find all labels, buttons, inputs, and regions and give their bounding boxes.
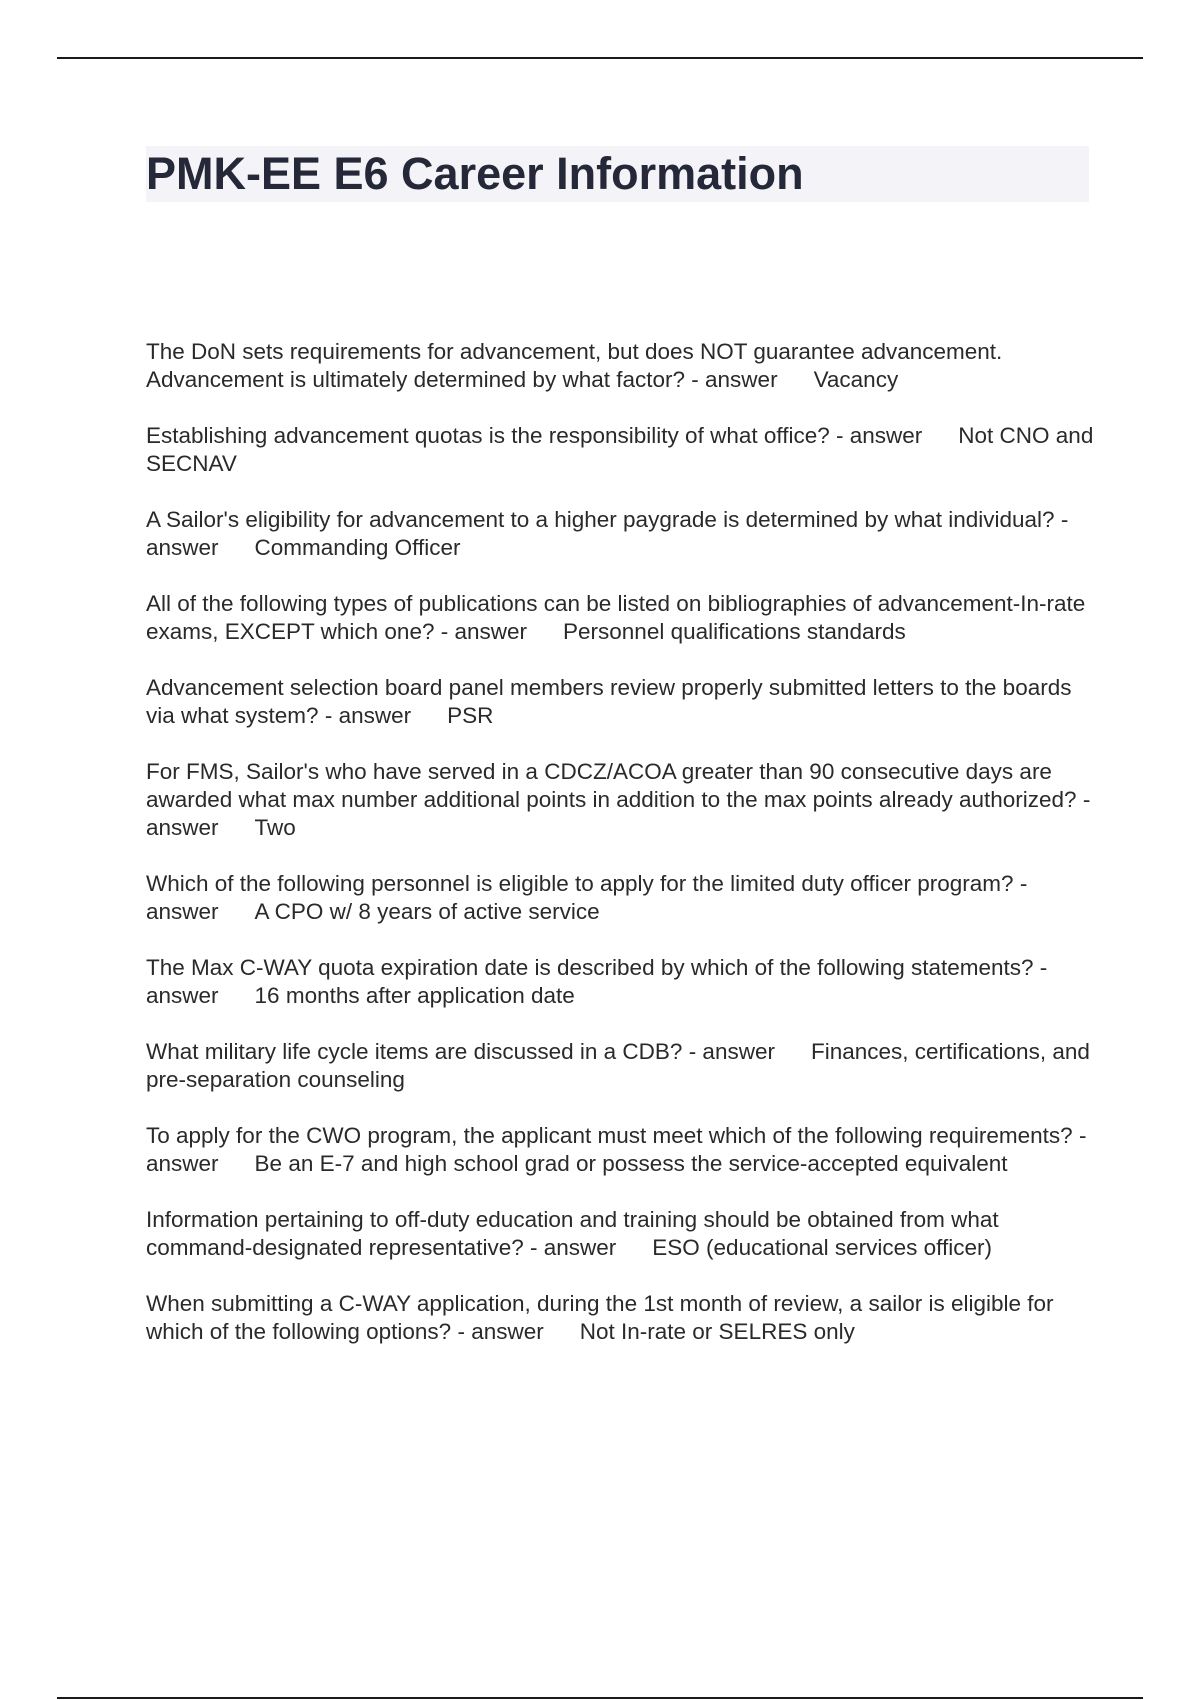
question-text: To apply for the CWO program, the applicant must meet which of the following requirements? bbox=[146, 1123, 1073, 1148]
answer-text: A CPO w/ 8 years of active service bbox=[254, 899, 600, 924]
answer-text: PSR bbox=[447, 703, 494, 728]
answer-label: - answer bbox=[836, 423, 923, 448]
answer-text: Commanding Officer bbox=[254, 535, 461, 560]
top-divider bbox=[57, 57, 1143, 59]
qa-item bbox=[146, 954, 1096, 1010]
question-text: What military life cycle items are discussed in a CDB? bbox=[146, 1039, 683, 1064]
question-text: Establishing advancement quotas is the responsibility of what office? bbox=[146, 423, 830, 448]
answer-label: - answer bbox=[324, 703, 412, 728]
question-text: The Max C-WAY quota expiration date is described by which of the following statements? bbox=[146, 955, 1034, 980]
bottom-divider bbox=[57, 1697, 1143, 1699]
answer-label: - answer bbox=[530, 1235, 617, 1260]
answer-label: - answer bbox=[146, 507, 1069, 560]
qa-item bbox=[146, 758, 1096, 842]
answer-text: Personnel qualifications standards bbox=[563, 619, 906, 644]
question-text: When submitting a C-WAY application, during the 1st month of review, a sailor is eligible for which of the following options? bbox=[146, 1291, 1054, 1344]
answer-label: - answer bbox=[691, 367, 778, 392]
answer-label: - answer bbox=[440, 619, 528, 644]
qa-item bbox=[146, 590, 1096, 646]
answer-label: - answer bbox=[146, 871, 1028, 924]
qa-item bbox=[146, 870, 1096, 926]
question-text: For FMS, Sailor's who have served in a CDCZ/ACOA greater than 90 consecutive days are awarded what max number additional points in addition to the max points already authorized? bbox=[146, 759, 1077, 812]
question-text: All of the following types of publications can be listed on bibliographies of advancement-In-rate exams, EXCEPT which one? bbox=[146, 591, 1086, 644]
question-text: Information pertaining to off-duty education and training should be obtained from what command-designated representative? bbox=[146, 1207, 999, 1260]
answer-text: ESO (educational services officer) bbox=[652, 1235, 993, 1260]
answer-label: - answer bbox=[146, 955, 1048, 1008]
answer-label: - answer bbox=[146, 1123, 1087, 1176]
answer-text: Finances, certifications, and pre-separation counseling bbox=[146, 1039, 1090, 1092]
answer-text: Vacancy bbox=[813, 367, 899, 392]
qa-item bbox=[146, 674, 1096, 730]
qa-item bbox=[146, 506, 1096, 562]
answer-label: - answer bbox=[457, 1319, 544, 1344]
qa-item bbox=[146, 422, 1096, 478]
qa-item bbox=[146, 338, 1096, 394]
answer-text: 16 months after application date bbox=[254, 983, 575, 1008]
question-text: The DoN sets requirements for advancement, but does NOT guarantee advancement. Advancement is ultimately determined by what factor? bbox=[146, 339, 1003, 392]
qa-item bbox=[146, 1122, 1096, 1178]
answer-text: Two bbox=[254, 815, 296, 840]
page-title: PMK-EE E6 Career Information bbox=[146, 148, 804, 199]
answer-text: Not CNO and SECNAV bbox=[146, 423, 1094, 476]
question-text: Which of the following personnel is eligible to apply for the limited duty officer program? bbox=[146, 871, 1014, 896]
qa-item bbox=[146, 1038, 1096, 1094]
qa-item bbox=[146, 1206, 1096, 1262]
answer-label: - answer bbox=[688, 1039, 775, 1064]
answer-text: Be an E-7 and high school grad or possess the service-accepted equivalent bbox=[254, 1151, 1008, 1176]
answer-text: Not In-rate or SELRES only bbox=[579, 1319, 855, 1344]
qa-list bbox=[146, 338, 1096, 1374]
answer-label: - answer bbox=[146, 787, 1091, 840]
question-text: A Sailor's eligibility for advancement to a higher paygrade is determined by what individual? bbox=[146, 507, 1055, 532]
qa-item bbox=[146, 1290, 1096, 1346]
question-text: Advancement selection board panel members review properly submitted letters to the boards via what system? bbox=[146, 675, 1072, 728]
